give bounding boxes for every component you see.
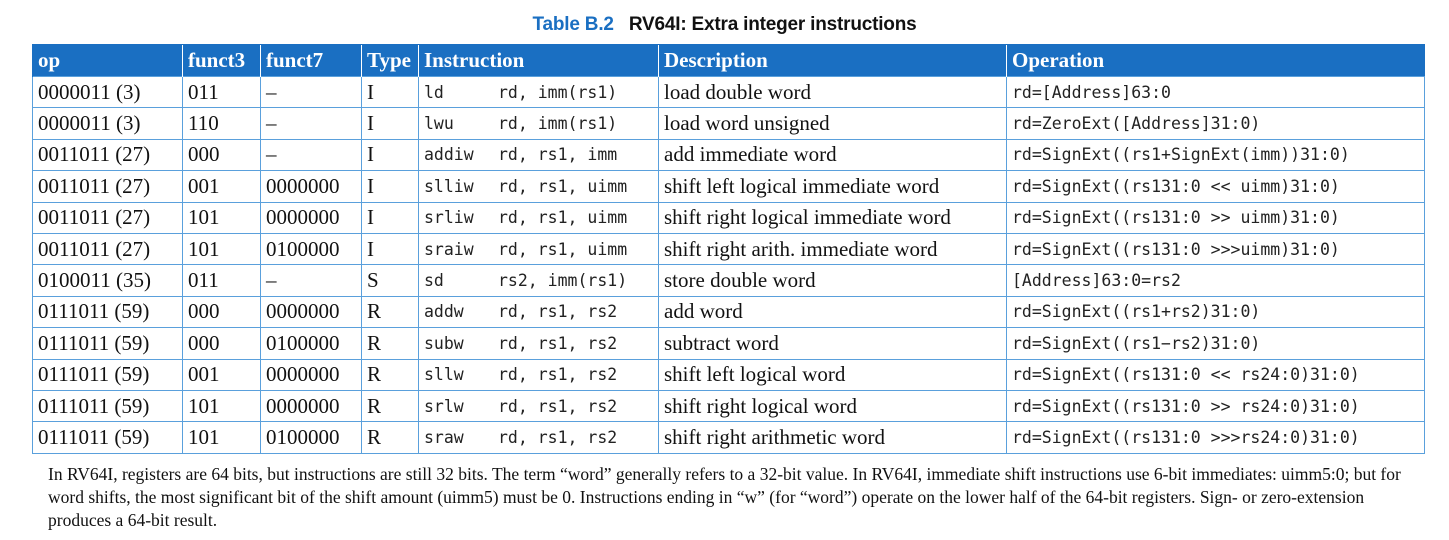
type-cell: I bbox=[362, 139, 419, 170]
instruction-cell bbox=[419, 422, 659, 453]
operation-cell: rd=SignExt((rs1−rs2)31:0) bbox=[1007, 328, 1425, 359]
instruction-operands: rd, rs1, rs2 bbox=[498, 427, 618, 447]
table-row bbox=[33, 171, 1425, 202]
header-description: Description bbox=[659, 45, 1007, 77]
instruction-cell bbox=[419, 296, 659, 327]
instruction-operands: rd, rs1, rs2 bbox=[498, 396, 618, 416]
instruction-operands: rd, imm(rs1) bbox=[498, 82, 618, 102]
instruction-operands: rd, rs1, rs2 bbox=[498, 365, 618, 385]
operation-cell: rd=SignExt((rs131:0 >> rs24:0)31:0) bbox=[1007, 390, 1425, 421]
instruction-mnemonic: slliw bbox=[424, 176, 474, 196]
description-cell: shift left logical word bbox=[659, 359, 1007, 390]
funct3-cell: 101 bbox=[183, 233, 261, 264]
type-cell: I bbox=[362, 202, 419, 233]
table-row bbox=[33, 202, 1425, 233]
instruction-mnemonic: addw bbox=[424, 302, 464, 322]
type-cell: R bbox=[362, 422, 419, 453]
header-instruction: Instruction bbox=[419, 45, 659, 77]
op-cell: 0000011 (3) bbox=[33, 77, 183, 108]
description-cell: shift right arithmetic word bbox=[659, 422, 1007, 453]
type-cell: I bbox=[362, 77, 419, 108]
instruction-cell bbox=[419, 108, 659, 139]
funct3-cell: 000 bbox=[183, 296, 261, 327]
operation-cell: rd=[Address]63:0 bbox=[1007, 77, 1425, 108]
instruction-operands: rd, rs1, uimm bbox=[498, 208, 628, 228]
instruction-mnemonic: srliw bbox=[424, 208, 474, 228]
instruction-cell bbox=[419, 77, 659, 108]
description-cell: shift right logical immediate word bbox=[659, 202, 1007, 233]
table-number: Table B.2 bbox=[532, 14, 614, 35]
op-cell: 0011011 (27) bbox=[33, 139, 183, 170]
funct3-cell: 011 bbox=[183, 265, 261, 296]
funct3-cell: 001 bbox=[183, 171, 261, 202]
table-row bbox=[33, 265, 1425, 296]
description-cell: shift right arith. immediate word bbox=[659, 233, 1007, 264]
op-cell: 0011011 (27) bbox=[33, 171, 183, 202]
table-row bbox=[33, 422, 1425, 453]
table-caption bbox=[0, 14, 1449, 36]
operation-cell: rd=SignExt((rs131:0 >> uimm)31:0) bbox=[1007, 202, 1425, 233]
funct7-cell: 0100000 bbox=[261, 328, 362, 359]
funct3-cell: 000 bbox=[183, 139, 261, 170]
type-cell: R bbox=[362, 359, 419, 390]
table-row bbox=[33, 233, 1425, 264]
instruction-mnemonic: subw bbox=[424, 333, 464, 353]
funct3-cell: 011 bbox=[183, 77, 261, 108]
instruction-table bbox=[32, 44, 1425, 454]
footnote: In RV64I, registers are 64 bits, but instructions are still 32 bits. The term “word” generally refers to a 32-bit value. In RV64I, immediate shift instructions use 6-bit immediates: uimm5:0; but for word shifts, the most significant bit of the shift amount (uimm5) must be 0. Instructions ending in “w” (for “word”) operate on the lower half of the 64-bit registers. Sign- or zero-extension produces a 64-bit result. bbox=[48, 464, 1401, 530]
funct7-cell: 0000000 bbox=[261, 296, 362, 327]
instruction-mnemonic: addiw bbox=[424, 145, 474, 165]
header-row bbox=[33, 45, 1425, 77]
operation-cell: [Address]63:0=rs2 bbox=[1007, 265, 1425, 296]
operation-cell: rd=SignExt((rs131:0 << uimm)31:0) bbox=[1007, 171, 1425, 202]
op-cell: 0000011 (3) bbox=[33, 108, 183, 139]
operation-cell: rd=SignExt((rs131:0 >>>uimm)31:0) bbox=[1007, 233, 1425, 264]
table-row bbox=[33, 77, 1425, 108]
op-cell: 0111011 (59) bbox=[33, 422, 183, 453]
instruction-cell bbox=[419, 202, 659, 233]
instruction-mnemonic: sraw bbox=[424, 427, 464, 447]
funct3-cell: 101 bbox=[183, 202, 261, 233]
instruction-mnemonic: srlw bbox=[424, 396, 464, 416]
op-cell: 0111011 (59) bbox=[33, 296, 183, 327]
table-title: RV64I: Extra integer instructions bbox=[628, 14, 917, 35]
type-cell: R bbox=[362, 328, 419, 359]
op-cell: 0011011 (27) bbox=[33, 233, 183, 264]
funct3-cell: 001 bbox=[183, 359, 261, 390]
instruction-mnemonic: ld bbox=[424, 82, 444, 102]
funct7-cell: 0000000 bbox=[261, 171, 362, 202]
table-row bbox=[33, 139, 1425, 170]
header-type: Type bbox=[362, 45, 419, 77]
description-cell: store double word bbox=[659, 265, 1007, 296]
type-cell: I bbox=[362, 233, 419, 264]
instruction-cell bbox=[419, 359, 659, 390]
table-row bbox=[33, 108, 1425, 139]
type-cell: I bbox=[362, 171, 419, 202]
description-cell: add immediate word bbox=[659, 139, 1007, 170]
operation-cell: rd=SignExt((rs1+SignExt(imm))31:0) bbox=[1007, 139, 1425, 170]
instruction-operands: rs2, imm(rs1) bbox=[498, 271, 628, 291]
funct3-cell: 101 bbox=[183, 390, 261, 421]
instruction-cell bbox=[419, 328, 659, 359]
instruction-mnemonic: sraiw bbox=[424, 239, 474, 259]
funct7-cell: 0100000 bbox=[261, 422, 362, 453]
table-row bbox=[33, 296, 1425, 327]
instruction-mnemonic: sd bbox=[424, 271, 444, 291]
description-cell: subtract word bbox=[659, 328, 1007, 359]
table-row bbox=[33, 390, 1425, 421]
funct7-cell: 0000000 bbox=[261, 202, 362, 233]
description-cell: load double word bbox=[659, 77, 1007, 108]
instruction-cell bbox=[419, 171, 659, 202]
description-cell: shift right logical word bbox=[659, 390, 1007, 421]
table-row bbox=[33, 328, 1425, 359]
table-row bbox=[33, 359, 1425, 390]
type-cell: I bbox=[362, 108, 419, 139]
funct7-cell: 0000000 bbox=[261, 390, 362, 421]
op-cell: 0100011 (35) bbox=[33, 265, 183, 296]
operation-cell: rd=SignExt((rs1+rs2)31:0) bbox=[1007, 296, 1425, 327]
op-cell: 0111011 (59) bbox=[33, 328, 183, 359]
instruction-cell bbox=[419, 390, 659, 421]
funct3-cell: 101 bbox=[183, 422, 261, 453]
funct7-cell: – bbox=[261, 139, 362, 170]
instruction-operands: rd, imm(rs1) bbox=[498, 114, 618, 134]
funct7-cell: 0100000 bbox=[261, 233, 362, 264]
header-funct3: funct3 bbox=[183, 45, 261, 77]
type-cell: S bbox=[362, 265, 419, 296]
instruction-operands: rd, rs1, rs2 bbox=[498, 333, 618, 353]
funct7-cell: 0000000 bbox=[261, 359, 362, 390]
op-cell: 0011011 (27) bbox=[33, 202, 183, 233]
instruction-cell bbox=[419, 139, 659, 170]
operation-cell: rd=SignExt((rs131:0 << rs24:0)31:0) bbox=[1007, 359, 1425, 390]
header-operation: Operation bbox=[1007, 45, 1425, 77]
funct3-cell: 110 bbox=[183, 108, 261, 139]
description-cell: add word bbox=[659, 296, 1007, 327]
instruction-mnemonic: lwu bbox=[424, 114, 454, 134]
type-cell: R bbox=[362, 296, 419, 327]
instruction-cell bbox=[419, 233, 659, 264]
instruction-cell bbox=[419, 265, 659, 296]
description-cell: load word unsigned bbox=[659, 108, 1007, 139]
funct3-cell: 000 bbox=[183, 328, 261, 359]
funct7-cell: – bbox=[261, 108, 362, 139]
instruction-operands: rd, rs1, uimm bbox=[498, 239, 628, 259]
type-cell: R bbox=[362, 390, 419, 421]
instruction-operands: rd, rs1, rs2 bbox=[498, 302, 618, 322]
operation-cell: rd=ZeroExt([Address]31:0) bbox=[1007, 108, 1425, 139]
op-cell: 0111011 (59) bbox=[33, 359, 183, 390]
instruction-mnemonic: sllw bbox=[424, 365, 464, 385]
header-op: op bbox=[33, 45, 183, 77]
instruction-operands: rd, rs1, imm bbox=[498, 145, 618, 165]
funct7-cell: – bbox=[261, 77, 362, 108]
header-funct7: funct7 bbox=[261, 45, 362, 77]
operation-cell: rd=SignExt((rs131:0 >>>rs24:0)31:0) bbox=[1007, 422, 1425, 453]
instruction-operands: rd, rs1, uimm bbox=[498, 176, 628, 196]
op-cell: 0111011 (59) bbox=[33, 390, 183, 421]
description-cell: shift left logical immediate word bbox=[659, 171, 1007, 202]
funct7-cell: – bbox=[261, 265, 362, 296]
